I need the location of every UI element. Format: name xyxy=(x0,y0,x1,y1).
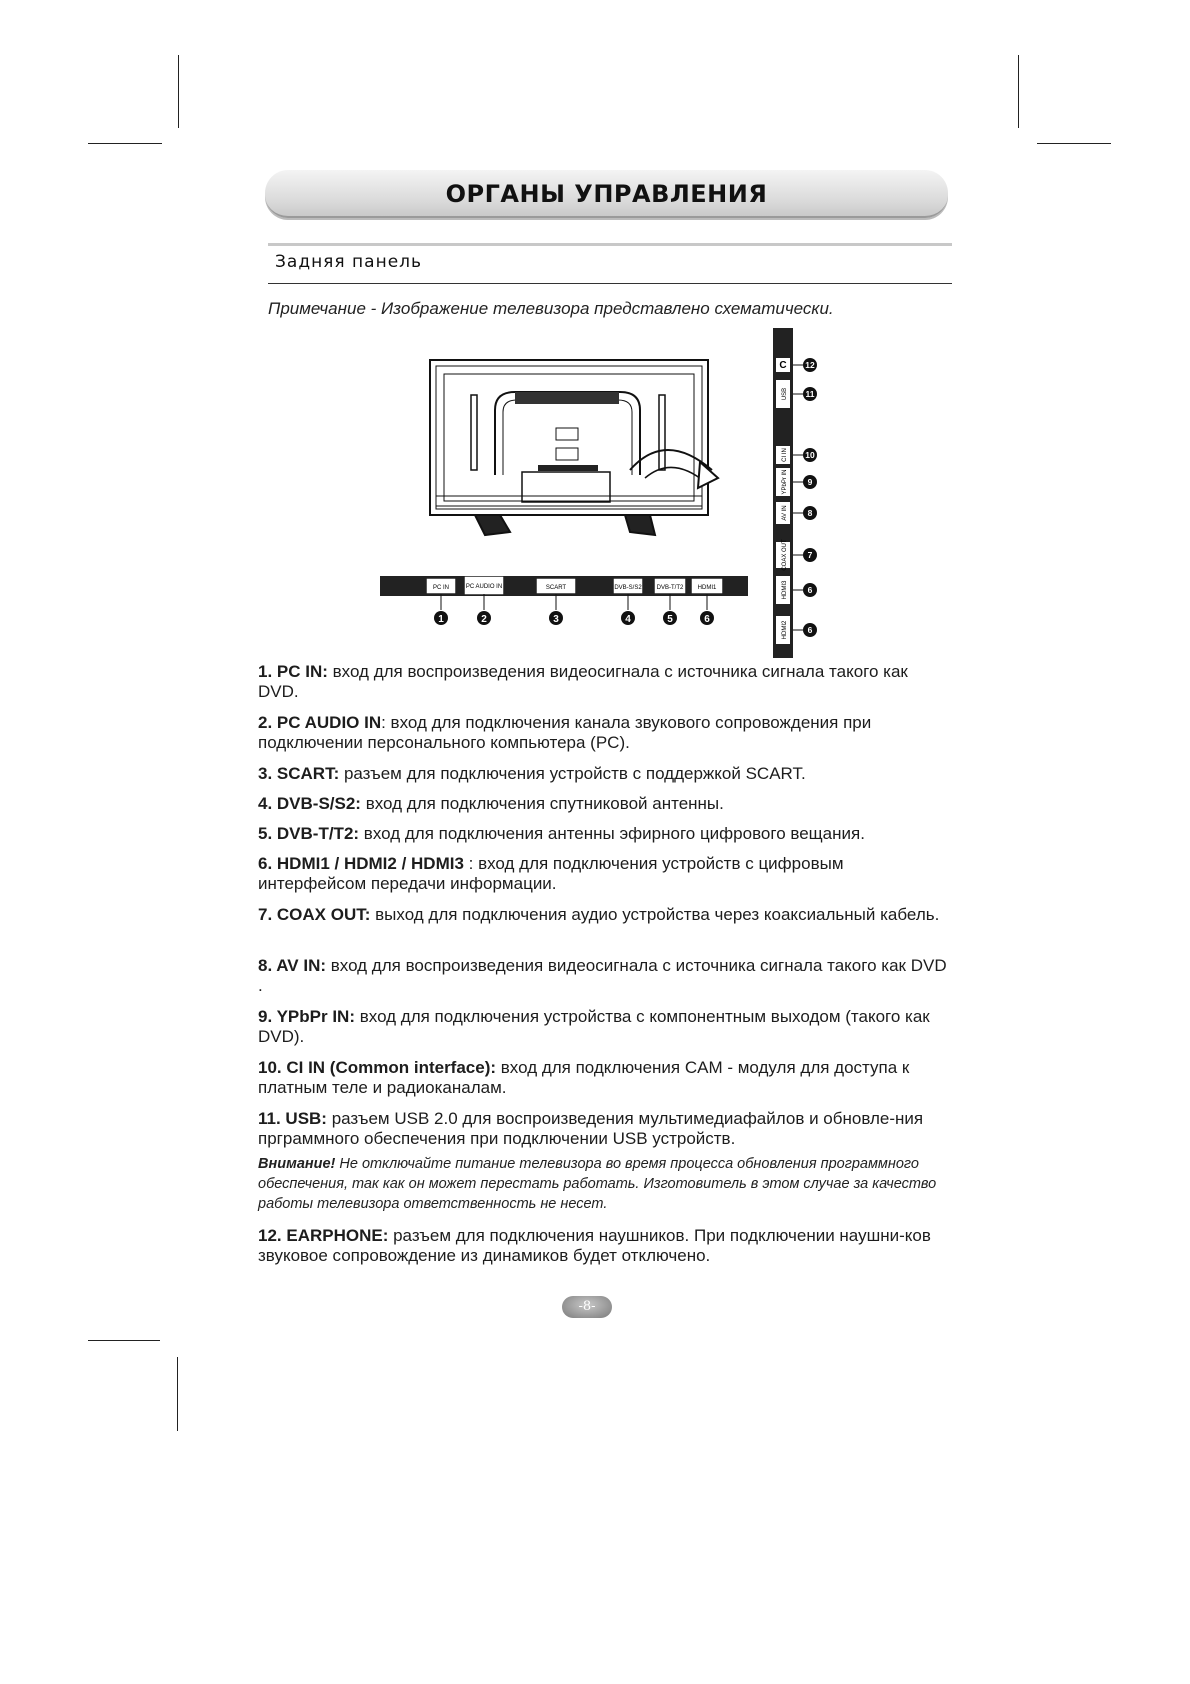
item-10: 10. CI IN (Common interface): вход для подключения CAM - модуля для доступа к платным теле и радиоканалам. xyxy=(258,1058,910,1097)
callout-number: 2 xyxy=(481,614,487,625)
callout-number: 6 xyxy=(704,614,710,625)
crop-mark xyxy=(88,1340,160,1341)
crop-mark xyxy=(177,1357,178,1431)
side-port-ypbpr: YPbPr IN xyxy=(782,469,788,495)
port-label-scart: SCART xyxy=(545,585,567,591)
item-11: 11. USB: разъем USB 2.0 для воспроизведения мультимедиафайлов и обновле-ния прграммного обеспечения при подключении USB устройств. xyxy=(258,1109,924,1148)
item-4: 4. DVB-S/S2: вход для подключения спутниковой антенны. xyxy=(258,794,724,813)
section-title: Задняя панель xyxy=(275,252,423,272)
callout-number: 7 xyxy=(807,550,813,560)
callout-number: 10 xyxy=(805,450,815,460)
side-port-usb: USB xyxy=(782,387,788,401)
callout-number: 6 xyxy=(807,585,813,595)
note-text: Примечание - Изображение телевизора представлено схематически. xyxy=(268,299,834,318)
item-2: 2. PC AUDIO IN: вход для подключения канала звукового сопровождения при подключении персонального компьютера (PC). xyxy=(258,713,872,752)
side-port-hdmi2: HDMI2 xyxy=(782,620,788,640)
port-label-dvb-t: DVB-T/T2 xyxy=(656,585,684,591)
port-label-pc-in: PC IN xyxy=(432,585,450,591)
item-7: 7. COAX OUT: выход для подключения аудио устройства через коаксиальный кабель. xyxy=(258,905,940,924)
callout-number: 11 xyxy=(805,389,815,399)
callout-number: 3 xyxy=(553,614,559,625)
page-title: ОРГАНЫ УПРАВЛЕНИЯ xyxy=(445,180,768,208)
callout-number: 8 xyxy=(807,508,813,518)
side-port-ci-in: CI IN xyxy=(782,448,788,462)
page-number: -8- xyxy=(562,1296,612,1318)
item-1: 1. PC IN: вход для воспроизведения видеосигнала с источника сигнала такого как DVD. xyxy=(258,662,908,701)
callout-number: 5 xyxy=(667,614,673,625)
side-port-av-in: AV IN xyxy=(782,505,788,521)
item-9: 9. YPbPr IN: вход для подключения устройства с компонентным выходом (такого как DVD). xyxy=(258,1007,930,1046)
warning-note: Внимание! Не отключайте питание телевизора во время процесса обновления программного обеспечения, так как он может перестать работать. Изготовитель в этом случае за качество работы телевизора ответственность не несет. xyxy=(258,1156,937,1212)
item-12: 12. EARPHONE: разъем для подключения наушников. При подключении наушни-ков звуковое сопровождение из динамиков будет отключено. xyxy=(258,1226,931,1265)
port-label-hdmi1: HDMI1 xyxy=(697,585,717,591)
item-6: 6. HDMI1 / HDMI2 / HDMI3 : вход для подключения устройств с цифровым интерфейсом передачи информации. xyxy=(258,854,844,893)
item-3: 3. SCART: разъем для подключения устройств с поддержкой SCART. xyxy=(258,764,806,783)
callout-number: 9 xyxy=(807,477,813,487)
side-port-earphone: C xyxy=(779,360,787,371)
port-label-pc-audio-in: PC AUDIO IN xyxy=(465,584,503,590)
callout-number: 6 xyxy=(807,625,813,635)
side-port-coax: COAX OUT xyxy=(782,539,788,571)
item-5: 5. DVB-T/T2: вход для подключения антенны эфирного цифрового вещания. xyxy=(258,824,865,843)
side-port-hdmi3: HDMI3 xyxy=(782,580,788,600)
callout-number: 12 xyxy=(805,360,815,370)
callout-number: 4 xyxy=(625,614,631,625)
rear-panel-diagram xyxy=(0,0,1190,680)
port-label-dvb-s: DVB-S/S2 xyxy=(614,585,642,591)
tv-back-illustration xyxy=(430,360,718,535)
callout-number: 1 xyxy=(438,614,444,625)
item-8: 8. AV IN: вход для воспроизведения видеосигнала с источника сигнала такого как DVD . xyxy=(258,956,947,995)
